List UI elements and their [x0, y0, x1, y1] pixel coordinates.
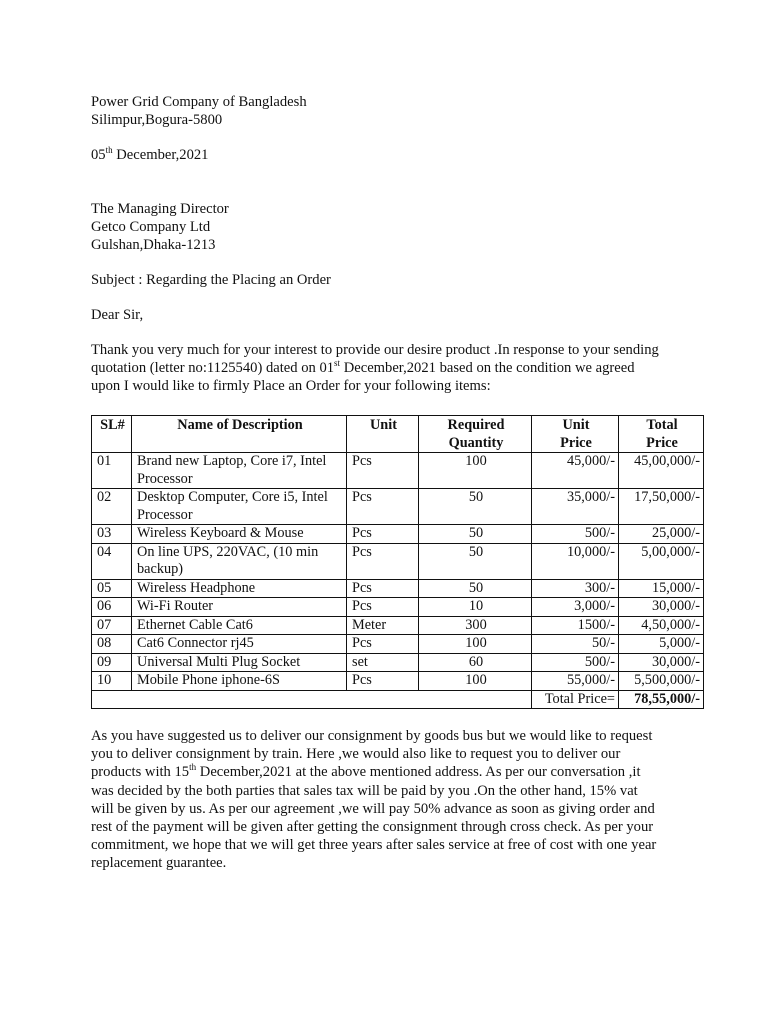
closing-line-6: rest of the payment will be given after getting the consignment through cross check. As per your [91, 819, 654, 836]
row-quantity: 100 [419, 453, 532, 489]
header-unit: Unit [347, 416, 419, 453]
table-row [92, 453, 704, 489]
letter-date [91, 146, 681, 164]
row-quantity: 300 [419, 616, 532, 635]
sender-company: Power Grid Company of Bangladesh [91, 94, 307, 110]
row-sl: 05 [92, 579, 132, 598]
closing-paragraph [91, 727, 691, 873]
row-unit-price: 50/- [532, 635, 619, 654]
row-unit-price: 500/- [532, 525, 619, 544]
total-row [92, 690, 704, 709]
closing-line-3-sup: th [189, 762, 197, 773]
row-description: Universal Multi Plug Socket [132, 653, 347, 672]
row-description: Wireless Keyboard & Mouse [132, 525, 347, 544]
header-quantity-line-2: Quantity [448, 434, 504, 451]
row-quantity: 50 [419, 525, 532, 544]
row-unit: Pcs [347, 453, 419, 489]
recipient-address: Gulshan,Dhaka-1213 [91, 237, 216, 253]
row-quantity: 50 [419, 579, 532, 598]
row-description: Wireless Headphone [132, 579, 347, 598]
row-sl: 07 [92, 616, 132, 635]
row-unit: Pcs [347, 635, 419, 654]
table-row [92, 525, 704, 544]
row-description: Cat6 Connector rj45 [132, 635, 347, 654]
row-sl: 08 [92, 635, 132, 654]
intro-line-2-b: December,2021 based on the condition we agreed [340, 360, 635, 376]
row-total-price: 45,00,000/- [619, 453, 704, 489]
row-description: Wi-Fi Router [132, 598, 347, 617]
order-table [91, 415, 704, 709]
table-header-row [92, 416, 704, 453]
table-row [92, 579, 704, 598]
date-rest: December,2021 [112, 147, 209, 163]
row-unit: Pcs [347, 543, 419, 579]
intro-line-2 [91, 359, 681, 377]
row-unit-price: 1500/- [532, 616, 619, 635]
closing-line-2: you to deliver consignment by train. Here ,we would also like to request you to deliver our [91, 746, 621, 763]
header-quantity [419, 416, 532, 453]
row-quantity: 60 [419, 653, 532, 672]
row-total-price: 4,50,000/- [619, 616, 704, 635]
subject-line: Subject : Regarding the Placing an Order [91, 272, 331, 288]
row-total-price: 5,000/- [619, 635, 704, 654]
row-unit-price: 45,000/- [532, 453, 619, 489]
row-description: Brand new Laptop, Core i7, Intel Processor [132, 453, 347, 489]
intro-line-2-sup: st [334, 358, 341, 369]
row-total-price: 17,50,000/- [619, 489, 704, 525]
closing-line-5: will be given by us. As per our agreement ,we will pay 50% advance as soon as giving order and [91, 800, 655, 817]
row-sl: 06 [92, 598, 132, 617]
row-unit-price: 35,000/- [532, 489, 619, 525]
row-total-price: 30,000/- [619, 598, 704, 617]
header-total-price-line-2: Price [646, 434, 678, 451]
table-row [92, 635, 704, 654]
table-row [92, 653, 704, 672]
row-description: Ethernet Cable Cat6 [132, 616, 347, 635]
date-suffix: th [105, 145, 113, 156]
table-row [92, 489, 704, 525]
total-label: Total Price= [532, 690, 619, 709]
table-row [92, 598, 704, 617]
header-total-price-line-1: Total [646, 417, 678, 433]
closing-line-8: replacement guarantee. [91, 855, 227, 872]
row-sl: 02 [92, 489, 132, 525]
header-total-price [619, 416, 704, 453]
table-row [92, 543, 704, 579]
header-unit-price-line-1: Unit [562, 417, 590, 433]
closing-line-3-a: products with 15 [91, 764, 190, 781]
recipient-title: The Managing Director [91, 201, 229, 217]
letter-header [91, 93, 681, 395]
table-row [92, 616, 704, 635]
row-quantity: 100 [419, 672, 532, 691]
header-unit-price-line-2: Price [560, 434, 592, 451]
header-description: Name of Description [132, 416, 347, 453]
row-unit: Pcs [347, 489, 419, 525]
closing-line-3 [91, 763, 691, 781]
row-sl: 03 [92, 525, 132, 544]
row-unit-price: 300/- [532, 579, 619, 598]
intro-line-3: upon I would like to firmly Place an Order for your following items: [91, 378, 491, 394]
row-sl: 04 [92, 543, 132, 579]
row-sl: 10 [92, 672, 132, 691]
total-value: 78,55,000/- [619, 690, 704, 709]
row-unit-price: 55,000/- [532, 672, 619, 691]
row-total-price: 5,00,000/- [619, 543, 704, 579]
total-spacer [92, 690, 532, 709]
row-description: Mobile Phone iphone-6S [132, 672, 347, 691]
closing-line-3-b: December,2021 at the above mentioned address. As per our conversation ,it [196, 764, 641, 781]
row-sl: 09 [92, 653, 132, 672]
row-description: On line UPS, 220VAC, (10 min backup) [132, 543, 347, 579]
header-unit-price [532, 416, 619, 453]
row-unit: set [347, 653, 419, 672]
row-unit-price: 500/- [532, 653, 619, 672]
row-unit: Pcs [347, 579, 419, 598]
recipient-company: Getco Company Ltd [91, 219, 211, 235]
row-sl: 01 [92, 453, 132, 489]
salutation: Dear Sir, [91, 307, 144, 323]
closing-line-7: commitment, we hope that we will get three years after sales service at free of cost with one year [91, 837, 657, 854]
closing-line-1: As you have suggested us to deliver our consignment by goods bus but we would like to request [91, 728, 653, 744]
row-unit: Meter [347, 616, 419, 635]
row-quantity: 50 [419, 489, 532, 525]
header-sl: SL# [92, 416, 132, 453]
row-unit: Pcs [347, 672, 419, 691]
row-description: Desktop Computer, Core i5, Intel Processor [132, 489, 347, 525]
row-quantity: 50 [419, 543, 532, 579]
row-unit-price: 10,000/- [532, 543, 619, 579]
row-unit: Pcs [347, 598, 419, 617]
row-total-price: 30,000/- [619, 653, 704, 672]
intro-line-2-a: quotation (letter no:1125540) dated on 01 [91, 360, 335, 376]
row-total-price: 5,500,000/- [619, 672, 704, 691]
row-unit-price: 3,000/- [532, 598, 619, 617]
sender-address: Silimpur,Bogura-5800 [91, 112, 223, 128]
header-quantity-line-1: Required [447, 417, 505, 433]
row-total-price: 25,000/- [619, 525, 704, 544]
row-quantity: 100 [419, 635, 532, 654]
row-quantity: 10 [419, 598, 532, 617]
table-row [92, 672, 704, 691]
date-day: 05 [91, 147, 106, 163]
intro-line-1: Thank you very much for your interest to provide our desire product .In response to your sending [91, 342, 659, 358]
row-unit: Pcs [347, 525, 419, 544]
closing-line-4: was decided by the both parties that sales tax will be paid by you .On the other hand, 15% vat [91, 782, 638, 799]
row-total-price: 15,000/- [619, 579, 704, 598]
